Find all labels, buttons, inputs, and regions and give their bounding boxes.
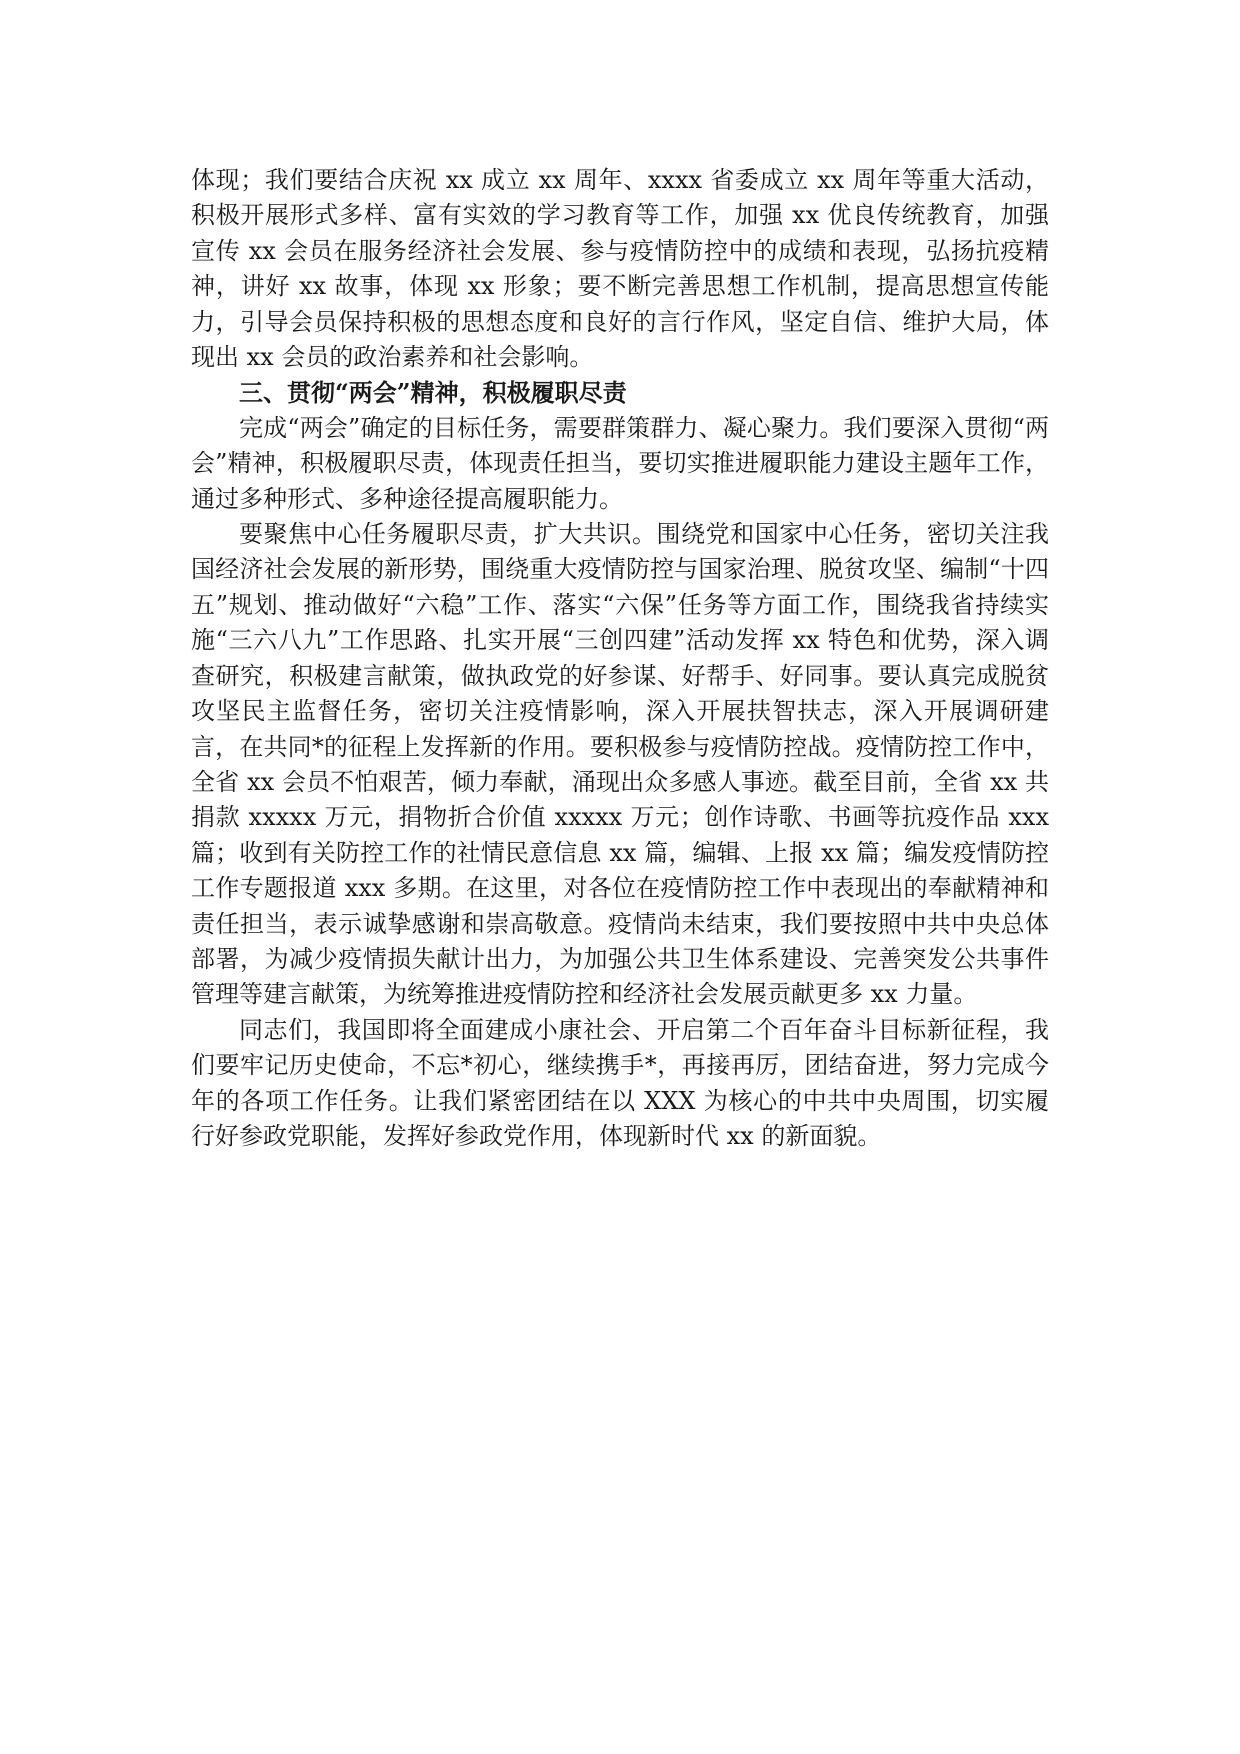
paragraph-body: 完成“两会”确定的目标任务，需要群策群力、凝心聚力。我们要深入贯彻“两会”精神，积极履职尽责，体现责任担当，要切实推进履职能力建设主题年工作，通过多种形式、多种途径提高履职能力。 (191, 413, 1049, 513)
paragraph-continuation: 体现；我们要结合庆祝 xx 成立 xx 周年、xxxx 省委成立 xx 周年等重大活动，积极开展形式多样、富有实效的学习教育等工作，加强 xx 优良传统教育，加强宣传 xx 会员在服务经济社会发展、参与疫情防控中的成绩和表现，弘扬抗疫精神，讲好 xx 故事，体现 xx 形象；要不断完善思想工作机制，提高思想宣传能力，引导会员保持积极的思想态度和良好的言行作风，坚定自信、维护大局，体现出 xx 会员的政治素养和社会影响。 (191, 166, 1049, 372)
document-body (191, 163, 1049, 1154)
paragraph-body: 要聚焦中心任务履职尽责，扩大共识。围绕党和国家中心任务，密切关注我国经济社会发展的新形势，围绕重大疫情防控与国家治理、脱贫攻坚、编制“十四五”规划、推动做好“六稳”工作、落实“六保”任务等方面工作，围绕我省持续实施“三六八九”工作思路、扎实开展“三创四建”活动发挥 xx 特色和优势，深入调查研究，积极建言献策，做执政党的好参谋、好帮手、好同事。要认真完成脱贫攻坚民主监督任务，密切关注疫情影响，深入开展扶智扶志，深入开展调研建言，在共同*的征程上发挥新的作用。要积极参与疫情防控战。疫情防控工作中，全省 xx 会员不怕艰苦，倾力奉献，涌现出众多感人事迹。截至目前，全省 xx 共捐款 xxxxx 万元，捐物折合价值 xxxxx 万元；创作诗歌、书画等抗疫作品 xxx 篇；收到有关防控工作的社情民意信息 xx 篇，编辑、上报 xx 篇；编发疫情防控工作专题报道 xxx 多期。在这里，对各位在疫情防控工作中表现出的奉献精神和责任担当，表示诚挚感谢和崇高敬意。疫情尚未结束，我们要按照中共中央总体部署，为减少疫情损失献计出力，为加强公共卫生体系建设、完善突发公共事件管理等建言献策，为统筹推进疫情防控和经济社会发展贡献更多 xx 力量。 (191, 520, 1049, 1009)
section-heading: 三、贯彻“两会”精神，积极履职尽责 (239, 378, 627, 408)
paragraph-body: 同志们，我国即将全面建成小康社会、开启第二个百年奋斗目标新征程，我们要牢记历史使命，不忘*初心，继续携手*，再接再厉，团结奋进，努力完成今年的各项工作任务。让我们紧密团结在以 XXX 为核心的中共中央周围，切实履行好参政党职能，发挥好参政党作用，体现新时代 xx 的新面貌。 (191, 1015, 1049, 1150)
